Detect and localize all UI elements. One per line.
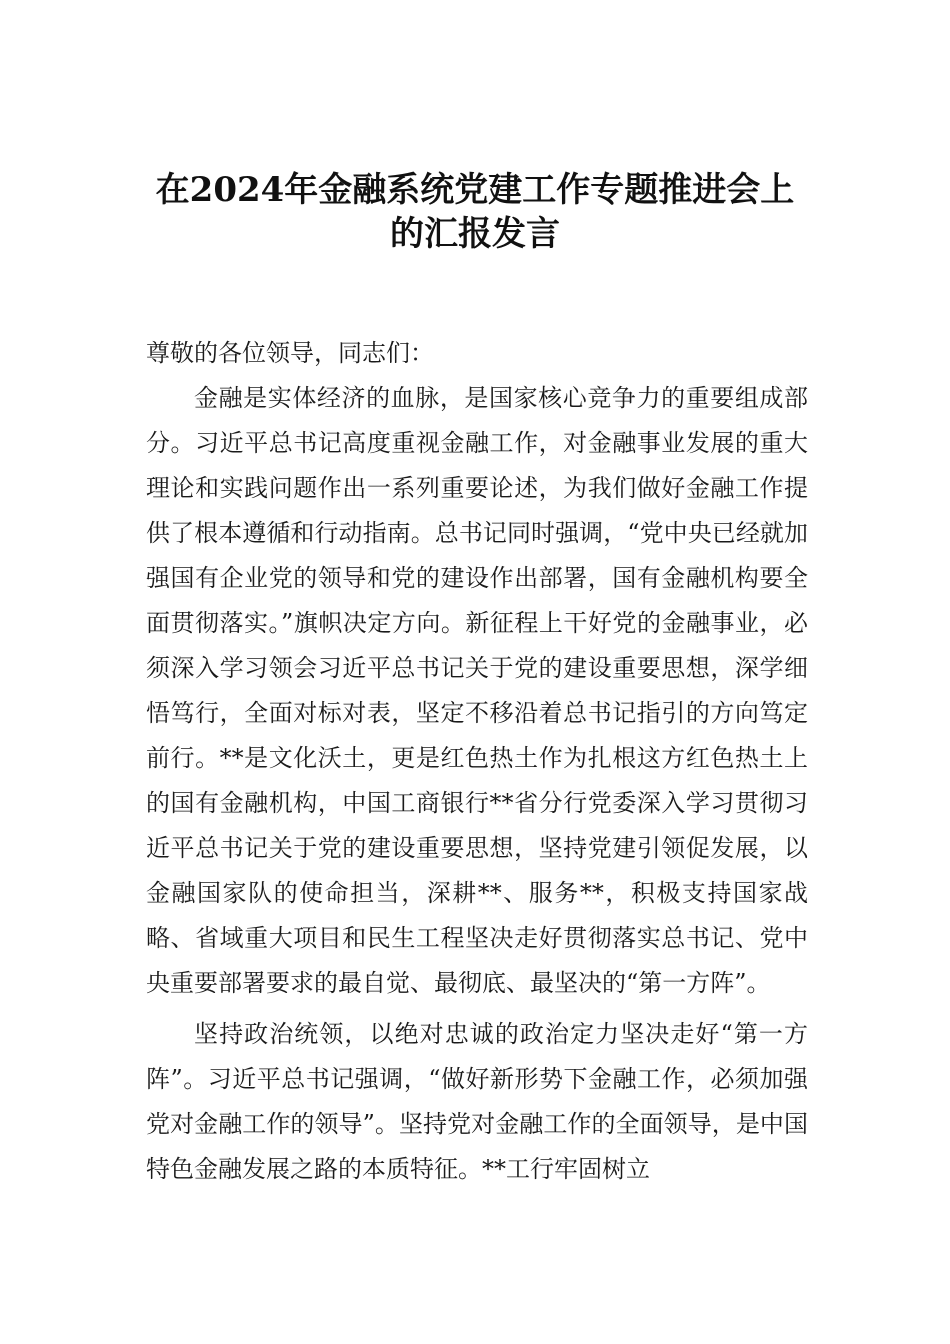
document-body (146, 331, 808, 1192)
document-title-line-1: 在2024年金融系统党建工作专题推进会上 (155, 170, 795, 210)
body-paragraph: 金融是实体经济的血脉，是国家核心竞争力的重要组成部分。习近平总书记高度重视金融工作，对金融事业发展的重大理论和实践问题作出一系列重要论述，为我们做好金融工作提供了根本遵循和行动指南。总书记同时强调，“党中央已经就加强国有企业党的领导和党的建设作出部署，国有金融机构要全面贯彻落实。”旗帜决定方向。新征程上干好党的金融事业，必须深入学习领会习近平总书记关于党的建设重要思想，深学细悟笃行，全面对标对表，坚定不移沿着总书记指引的方向笃定前行。**是文化沃土，更是红色热土作为扎根这方红色热土上的国有金融机构，中国工商银行**省分行党委深入学习贯彻习近平总书记关于党的建设重要思想，坚持党建引领促发展，以金融国家队的使命担当，深耕**、服务**，积极支持国家战略、省域重大项目和民生工程坚决走好贯彻落实总书记、党中央重要部署要求的最自觉、最彻底、最坚决的“第一方阵”。 (146, 384, 808, 997)
salutation: 尊敬的各位领导，同志们： (146, 339, 434, 367)
document-title-line-2: 的汇报发言 (390, 214, 560, 254)
body-paragraph: 坚持政治统领，以绝对忠诚的政治定力坚决走好“第一方阵”。习近平总书记强调，“做好新形势下金融工作，必须加强党对金融工作的领导”。坚持党对金融工作的全面领导，是中国特色金融发展之路的本质特征。**工行牢固树立 (146, 1020, 808, 1183)
